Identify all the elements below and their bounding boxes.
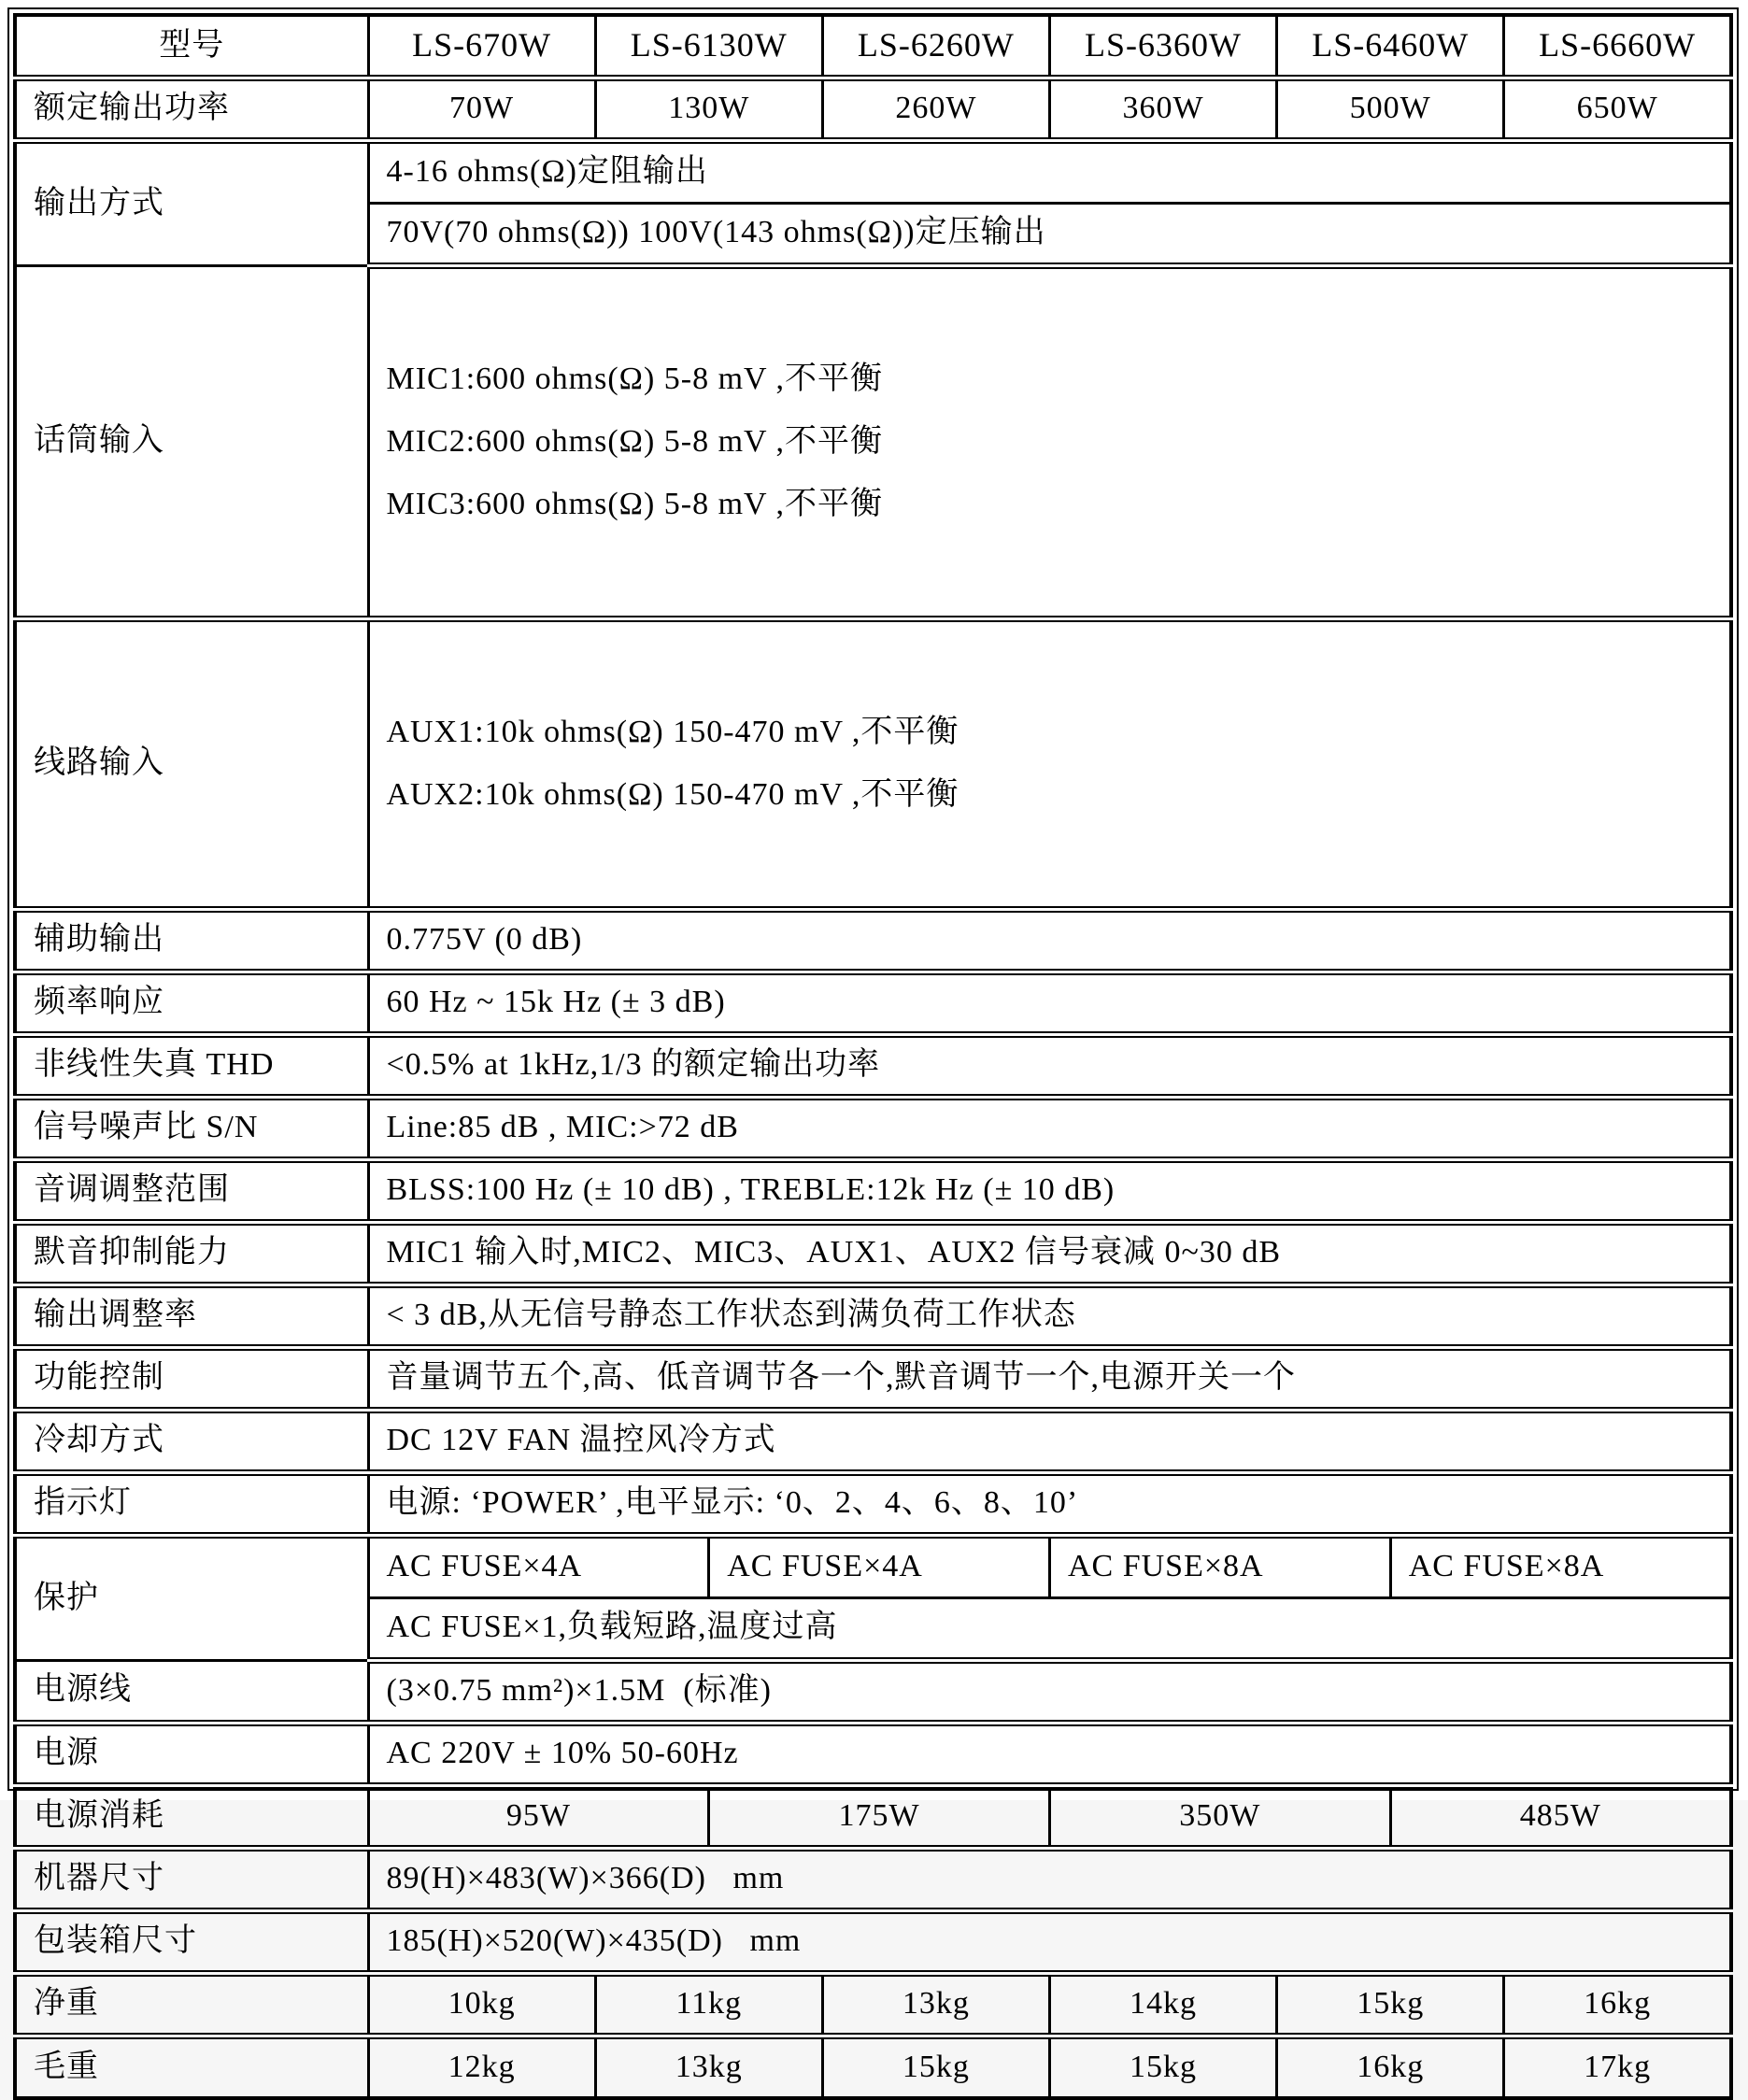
row-tone-range xyxy=(15,1159,1731,1222)
row-label-output-mode: 输出方式 xyxy=(15,140,368,265)
protection-fuse: AC FUSE×4A xyxy=(709,1535,1050,1597)
model-name: LS-6260W xyxy=(822,15,1049,78)
snr-value: Line:85 dB , MIC:>72 dB xyxy=(368,1097,1731,1159)
row-label-machine-size: 机器尺寸 xyxy=(15,1848,368,1910)
freq-response-value: 60 Hz ~ 15k Hz (± 3 dB) xyxy=(368,972,1731,1034)
model-name: LS-6660W xyxy=(1504,15,1731,78)
row-label-power-consumption: 电源消耗 xyxy=(15,1785,368,1848)
rated-power-value: 130W xyxy=(595,78,822,140)
row-thd xyxy=(15,1034,1731,1097)
row-label-aux-output: 辅助输出 xyxy=(15,909,368,972)
indicators-value: 电源: ‘POWER’ ,电平显示: ‘0、2、4、6、8、10’ xyxy=(368,1472,1731,1535)
line-input-values xyxy=(368,618,1731,909)
gross-weight-value: 13kg xyxy=(595,2036,822,2098)
power-consumption-value: 350W xyxy=(1049,1785,1390,1848)
protection-fuse: AC FUSE×8A xyxy=(1390,1535,1731,1597)
net-weight-value: 13kg xyxy=(822,1973,1049,2036)
net-weight-value: 14kg xyxy=(1049,1973,1276,2036)
row-line-input xyxy=(15,618,1731,909)
aux1-spec: AUX1:10k ohms(Ω) 150-470 mV ,不平衡 xyxy=(386,714,959,749)
mic1-spec: MIC1:600 ohms(Ω) 5-8 mV ,不平衡 xyxy=(386,361,883,396)
gross-weight-value: 15kg xyxy=(1049,2036,1276,2098)
row-label-power-supply: 电源 xyxy=(15,1723,368,1785)
row-function-control xyxy=(15,1347,1731,1410)
row-label-cooling: 冷却方式 xyxy=(15,1410,368,1472)
mic3-spec: MIC3:600 ohms(Ω) 5-8 mV ,不平衡 xyxy=(386,486,883,521)
row-mic-input xyxy=(15,265,1731,618)
rated-power-value: 360W xyxy=(1049,78,1276,140)
function-control-value: 音量调节五个,高、低音调节各一个,默音调节一个,电源开关一个 xyxy=(368,1347,1731,1410)
row-cooling xyxy=(15,1410,1731,1472)
aux-output-value: 0.775V (0 dB) xyxy=(368,909,1731,972)
row-label-gross-weight: 毛重 xyxy=(15,2036,368,2098)
protection-fuse: AC FUSE×8A xyxy=(1049,1535,1390,1597)
model-name: LS-6130W xyxy=(595,15,822,78)
gross-weight-value: 12kg xyxy=(368,2036,595,2098)
row-label-protection: 保护 xyxy=(15,1535,368,1660)
row-net-weight xyxy=(15,1973,1731,2036)
aux2-spec: AUX2:10k ohms(Ω) 150-470 mV ,不平衡 xyxy=(386,776,959,812)
row-label-output-regulation: 输出调整率 xyxy=(15,1284,368,1347)
output-mode-constant-voltage: 70V(70 ohms(Ω)) 100V(143 ohms(Ω))定压输出 xyxy=(368,203,1731,265)
output-regulation-value: < 3 dB,从无信号静态工作状态到满负荷工作状态 xyxy=(368,1284,1731,1347)
row-output-mode-1 xyxy=(15,140,1731,203)
gross-weight-value: 15kg xyxy=(822,2036,1049,2098)
row-label-net-weight: 净重 xyxy=(15,1973,368,2036)
row-aux-output xyxy=(15,909,1731,972)
power-cord-value: (3×0.75 mm²)×1.5M (标准) xyxy=(368,1660,1731,1723)
mic2-spec: MIC2:600 ohms(Ω) 5-8 mV ,不平衡 xyxy=(386,423,883,459)
row-label-mute-suppression: 默音抑制能力 xyxy=(15,1222,368,1284)
row-package-size xyxy=(15,1910,1731,1973)
row-label-model: 型号 xyxy=(15,15,368,78)
row-label-line-input: 线路输入 xyxy=(15,618,368,909)
row-snr xyxy=(15,1097,1731,1159)
net-weight-value: 11kg xyxy=(595,1973,822,2036)
tone-range-value: BLSS:100 Hz (± 10 dB) , TREBLE:12k Hz (± 10 dB) xyxy=(368,1159,1731,1222)
row-model xyxy=(15,15,1731,78)
row-output-regulation xyxy=(15,1284,1731,1347)
row-label-function-control: 功能控制 xyxy=(15,1347,368,1410)
row-protection-1 xyxy=(15,1535,1731,1597)
net-weight-value: 15kg xyxy=(1277,1973,1504,2036)
rated-power-value: 500W xyxy=(1277,78,1504,140)
row-label-power-cord: 电源线 xyxy=(15,1660,368,1723)
amplifier-spec-table xyxy=(13,13,1733,2100)
row-label-thd: 非线性失真 THD xyxy=(15,1034,368,1097)
net-weight-value: 10kg xyxy=(368,1973,595,2036)
protection-fuse: AC FUSE×4A xyxy=(368,1535,709,1597)
model-name: LS-6460W xyxy=(1277,15,1504,78)
row-power-supply xyxy=(15,1723,1731,1785)
mute-suppression-value: MIC1 输入时,MIC2、MIC3、AUX1、AUX2 信号衰减 0~30 dB xyxy=(368,1222,1731,1284)
row-indicators xyxy=(15,1472,1731,1535)
power-consumption-value: 95W xyxy=(368,1785,709,1848)
protection-general: AC FUSE×1,负载短路,温度过高 xyxy=(368,1597,1731,1660)
row-freq-response xyxy=(15,972,1731,1034)
row-mute-suppression xyxy=(15,1222,1731,1284)
row-label-tone-range: 音调调整范围 xyxy=(15,1159,368,1222)
rated-power-value: 650W xyxy=(1504,78,1731,140)
row-label-indicators: 指示灯 xyxy=(15,1472,368,1535)
model-name: LS-670W xyxy=(368,15,595,78)
mic-input-values xyxy=(368,265,1731,618)
cooling-value: DC 12V FAN 温控风冷方式 xyxy=(368,1410,1731,1472)
rated-power-value: 260W xyxy=(822,78,1049,140)
row-power-consumption xyxy=(15,1785,1731,1848)
table-outer-frame xyxy=(7,7,1739,2084)
row-label-mic-input: 话筒输入 xyxy=(15,265,368,618)
power-consumption-value: 175W xyxy=(709,1785,1050,1848)
row-label-freq-response: 频率响应 xyxy=(15,972,368,1034)
model-name: LS-6360W xyxy=(1049,15,1276,78)
gross-weight-value: 17kg xyxy=(1504,2036,1731,2098)
power-supply-value: AC 220V ± 10% 50-60Hz xyxy=(368,1723,1731,1785)
power-consumption-value: 485W xyxy=(1390,1785,1731,1848)
row-rated-power xyxy=(15,78,1731,140)
row-power-cord xyxy=(15,1660,1731,1723)
row-machine-size xyxy=(15,1848,1731,1910)
gross-weight-value: 16kg xyxy=(1277,2036,1504,2098)
row-label-snr: 信号噪声比 S/N xyxy=(15,1097,368,1159)
output-mode-constant-impedance: 4-16 ohms(Ω)定阻输出 xyxy=(368,140,1731,203)
rated-power-value: 70W xyxy=(368,78,595,140)
package-size-value: 185(H)×520(W)×435(D) mm xyxy=(368,1910,1731,1973)
row-label-rated-power: 额定输出功率 xyxy=(15,78,368,140)
row-gross-weight xyxy=(15,2036,1731,2098)
row-label-package-size: 包装箱尺寸 xyxy=(15,1910,368,1973)
thd-value: <0.5% at 1kHz,1/3 的额定输出功率 xyxy=(368,1034,1731,1097)
net-weight-value: 16kg xyxy=(1504,1973,1731,2036)
machine-size-value: 89(H)×483(W)×366(D) mm xyxy=(368,1848,1731,1910)
